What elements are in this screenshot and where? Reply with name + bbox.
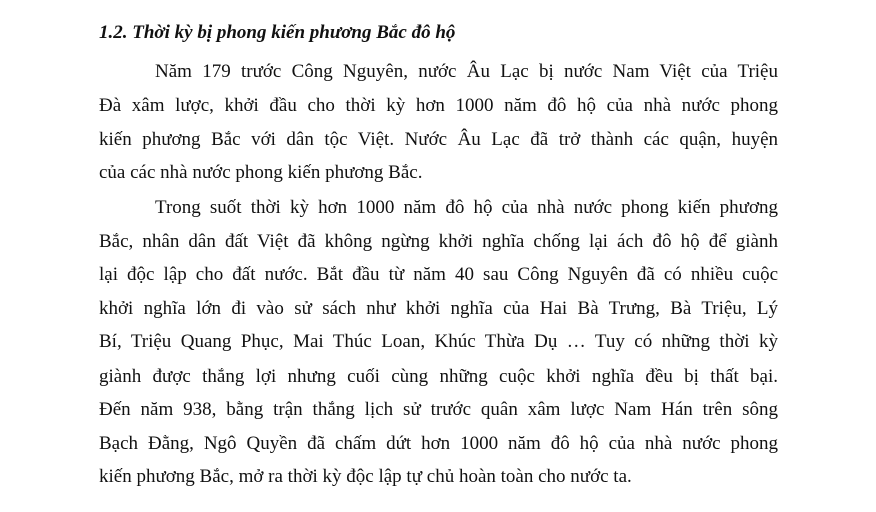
paragraph-line: giành được thắng lợi nhưng cuối cùng những cuộc khởi nghĩa đều bị thất bại. [99, 366, 778, 387]
paragraph-line: Đến năm 938, bằng trận thắng lịch sử trước quân xâm lược Nam Hán trên sông [99, 399, 778, 420]
paragraph-line: lại độc lập cho đất nước. Bắt đầu từ năm 40 sau Công Nguyên đã có nhiều cuộc [99, 264, 778, 285]
paragraph-line: kiến phương Bắc với dân tộc Việt. Nước Âu Lạc đã trở thành các quận, huyện [99, 129, 778, 150]
paragraph-line: Bạch Đằng, Ngô Quyền đã chấm dứt hơn 1000 năm đô hộ của nhà nước phong [99, 433, 778, 454]
paragraph-line: Trong suốt thời kỳ hơn 1000 năm đô hộ của nhà nước phong kiến phương [155, 197, 778, 218]
section-heading: 1.2. Thời kỳ bị phong kiến phương Bắc đô hộ [99, 22, 456, 43]
paragraph-line: Năm 179 trước Công Nguyên, nước Âu Lạc bị nước Nam Việt của Triệu [155, 61, 778, 82]
paragraph-line: Đà xâm lược, khởi đầu cho thời kỳ hơn 1000 năm đô hộ của nhà nước phong [99, 95, 778, 116]
paragraph-line: kiến phương Bắc, mở ra thời kỳ độc lập tự chủ hoàn toàn cho nước ta. [99, 466, 632, 487]
paragraph-line: Bí, Triệu Quang Phục, Mai Thúc Loan, Khúc Thừa Dụ … Tuy có những thời kỳ [99, 331, 778, 352]
paragraph-line: của các nhà nước phong kiến phương Bắc. [99, 162, 423, 183]
paragraph-line: khởi nghĩa lớn đi vào sử sách như khởi nghĩa của Hai Bà Trưng, Bà Triệu, Lý [99, 298, 778, 319]
paragraph-line: Bắc, nhân dân đất Việt đã không ngừng khởi nghĩa chống lại ách đô hộ để giành [99, 231, 778, 252]
